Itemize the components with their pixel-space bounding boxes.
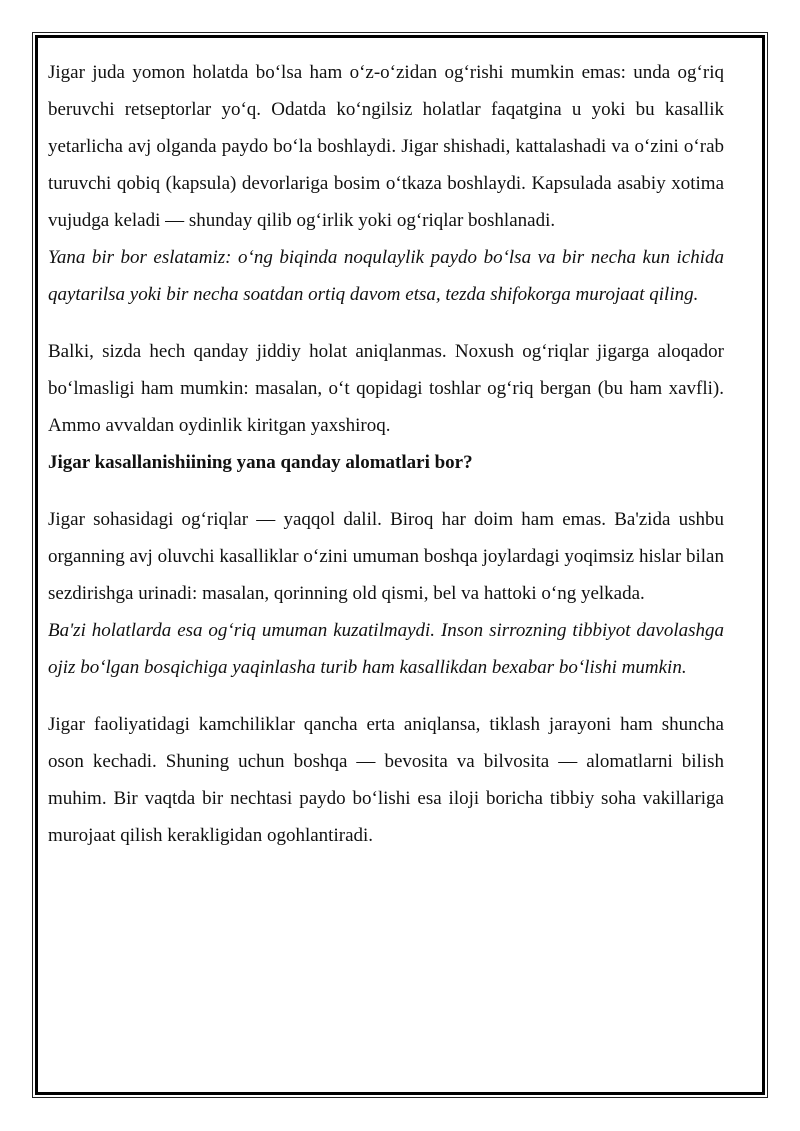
- paragraph-spacer: [48, 686, 724, 706]
- paragraph-no-pain-italic: Ba'zi holatlarda esa ogʻriq umuman kuzatilmaydi. Inson sirrozning tibbiyot davolashga ojiz boʻlgan bosqichiga yaqinlasha turib ham kasallikdan bexabar boʻlishi mumkin.: [48, 620, 724, 678]
- section-heading: Jigar kasallanishiining yana qanday alomatlari bor?: [48, 452, 473, 473]
- paragraph-spacer: [48, 313, 724, 333]
- paragraph-reminder-italic: Yana bir bor eslatamiz: oʻng biqinda noqulaylik paydo boʻlsa va bir necha kun ichida qaytarilsa yoki bir necha soatdan ortiq davom etsa, tezda shifokorga murojaat qiling.: [48, 247, 724, 305]
- paragraph-gallstones: Balki, sizda hech qanday jiddiy holat aniqlanmas. Noxush ogʻriqlar jigarga aloqador boʻlmasligi ham mumkin: masalan, oʻt qopidagi toshlar ogʻriq bergan (bu ham xavfli). Ammo avvaldan oydinlik kiritgan yaxshiroq.: [48, 341, 724, 436]
- paragraph-spacer: [48, 481, 724, 501]
- paragraph-other-symptoms: Jigar sohasidagi ogʻriqlar — yaqqol dalil. Biroq har doim ham emas. Ba'zida ushbu organning avj oluvchi kasalliklar oʻzini umuman boshqa joylardagi yoqimsiz hislar bilan sezdirishga urinadi: masalan, qorinning old qismi, bel va hattoki oʻng yelkada.: [48, 509, 724, 604]
- paragraph-liver-pain-intro: Jigar juda yomon holatda boʻlsa ham oʻz-oʻzidan ogʻrishi mumkin emas: unda ogʻriq beruvchi retseptorlar yoʻq. Odatda koʻngilsiz holatlar faqatgina u yoki bu kasallik yetarlicha avj olganda paydo boʻla boshlaydi. Jigar shishadi, kattalashadi va oʻzini oʻrab turuvchi qobiq (kapsula) devorlariga bosim oʻtkaza boshlaydi. Kapsulada asabiy xotima vujudga keladi — shunday qilib ogʻirlik yoki ogʻriqlar boshlanadi.: [48, 62, 724, 231]
- document-body: [48, 54, 724, 854]
- paragraph-early-detection: Jigar faoliyatidagi kamchiliklar qancha erta aniqlansa, tiklash jarayoni ham shuncha oson kechadi. Shuning uchun boshqa — bevosita va bilvosita — alomatlarni bilish muhim. Bir vaqtda bir nechtasi paydo boʻlishi esa iloji boricha tibbiy soha vakillariga murojaat qilish kerakligidan ogohlantiradi.: [48, 714, 724, 846]
